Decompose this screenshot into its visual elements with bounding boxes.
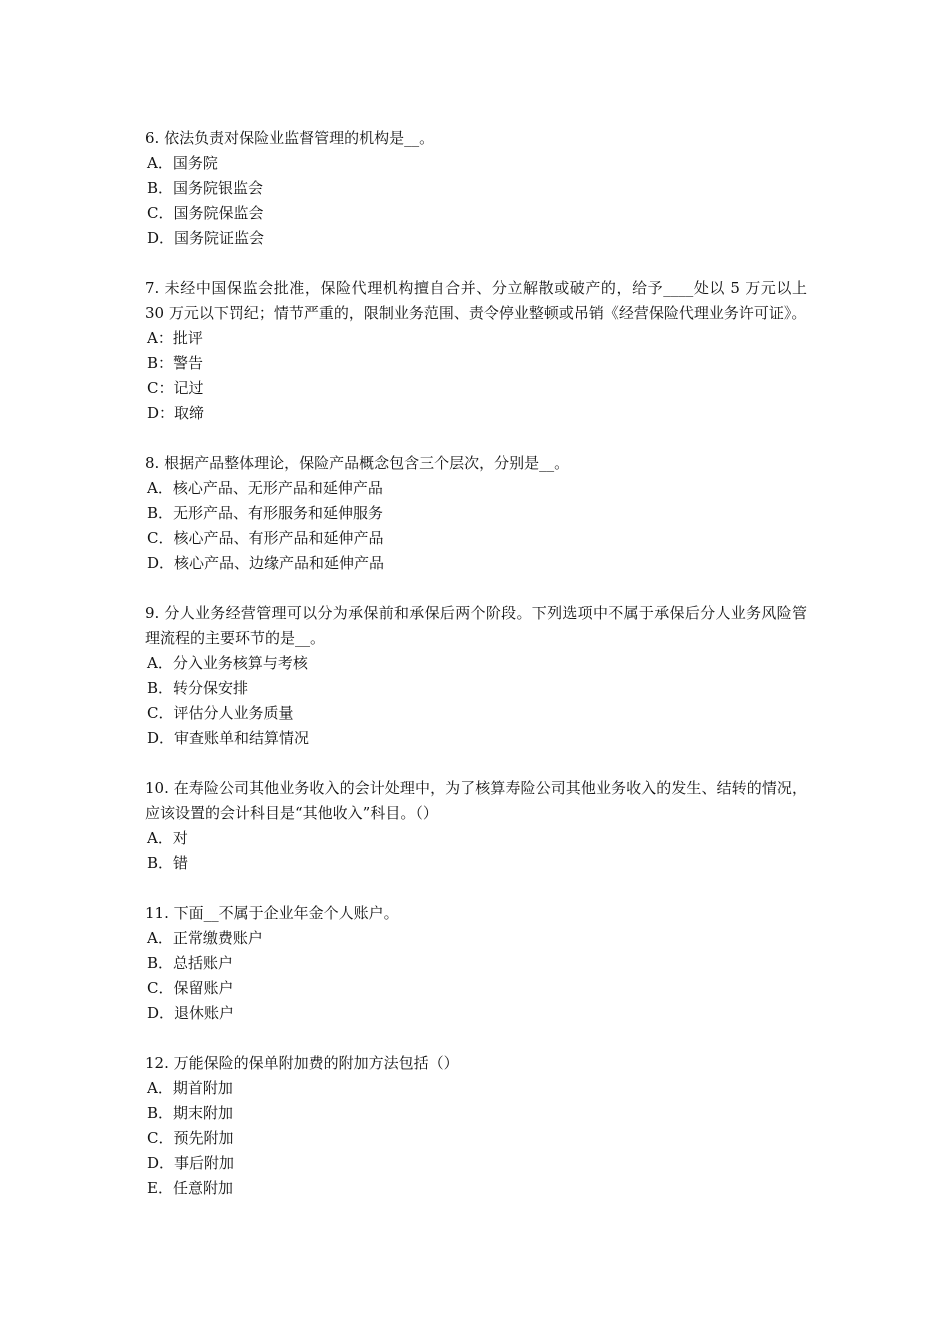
option-c: C．预先附加 [147, 1129, 234, 1147]
option-b: B．无形产品、有形服务和延伸服务 [147, 504, 384, 522]
question-7 [145, 276, 807, 426]
option-b: B．错 [147, 854, 189, 872]
option-c: C．保留账户 [147, 979, 234, 997]
option-d: D．核心产品、边缘产品和延伸产品 [147, 554, 385, 572]
option-d: D．审查账单和结算情况 [147, 729, 310, 747]
question-10 [145, 776, 807, 876]
question-9 [145, 601, 807, 751]
option-d: D：取缔 [147, 404, 205, 422]
option-a: A．分入业务核算与考核 [147, 654, 308, 672]
option-c: C．国务院保监会 [147, 204, 264, 222]
option-a: A：批评 [147, 329, 203, 347]
option-d: D．国务院证监会 [147, 229, 265, 247]
question-stem: 12. 万能保险的保单附加费的附加方法包括（） [145, 1054, 459, 1072]
option-b: B．期末附加 [147, 1104, 234, 1122]
option-b: B．转分保安排 [147, 679, 249, 697]
question-stem: 11. 下面__不属于企业年金个人账户。 [145, 904, 399, 922]
option-d: D．退休账户 [147, 1004, 235, 1022]
option-c: C．评估分人业务质量 [147, 704, 294, 722]
question-8 [145, 451, 807, 576]
question-6 [145, 126, 807, 251]
question-stem: 6. 依法负责对保险业监督管理的机构是__。 [145, 129, 435, 147]
option-a: A．国务院 [147, 154, 218, 172]
question-stem: 9. 分人业务经营管理可以分为承保前和承保后两个阶段。下列选项中不属于承保后分人业务风险管理流程的主要环节的是__。 [145, 604, 807, 647]
document-page [145, 126, 807, 1226]
question-11 [145, 901, 807, 1026]
option-c: C：记过 [147, 379, 204, 397]
question-stem: 10. 在寿险公司其他业务收入的会计处理中，为了核算寿险公司其他业务收入的发生、结转的情况，应该设置的会计科目是“其他收入”科目。（） [145, 779, 807, 822]
question-stem: 8. 根据产品整体理论，保险产品概念包含三个层次，分别是__。 [145, 454, 570, 472]
option-b: B：警告 [147, 354, 204, 372]
question-stem: 7. 未经中国保监会批准，保险代理机构擅自合并、分立解散或破产的，给予____处以 5 万元以上 30 万元以下罚纪；情节严重的，限制业务范围、责令停业整顿或吊销《经营保险代理业务许可证》。 [145, 279, 807, 322]
question-12 [145, 1051, 807, 1201]
option-e: E．任意附加 [147, 1179, 233, 1197]
option-a: A．正常缴费账户 [147, 929, 263, 947]
option-a: A．对 [147, 829, 188, 847]
option-a: A．期首附加 [147, 1079, 233, 1097]
option-b: B．总括账户 [147, 954, 234, 972]
option-c: C．核心产品、有形产品和延伸产品 [147, 529, 384, 547]
option-a: A．核心产品、无形产品和延伸产品 [147, 479, 383, 497]
option-d: D．事后附加 [147, 1154, 235, 1172]
option-b: B．国务院银监会 [147, 179, 264, 197]
